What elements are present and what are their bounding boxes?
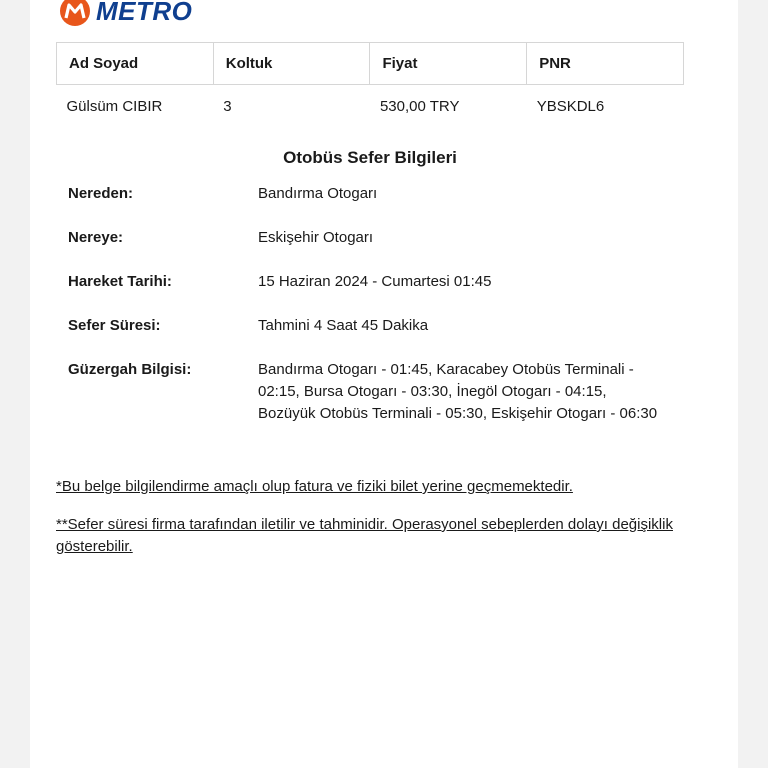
info-row-from (68, 183, 688, 205)
info-row-route (68, 359, 688, 425)
table-row (57, 85, 684, 128)
info-row-to (68, 227, 688, 249)
date-value: 15 Haziran 2024 - Cumartesi 01:45 (258, 273, 492, 290)
header-pnr: PNR (527, 43, 684, 85)
header-price: Fiyat (370, 43, 527, 85)
disclaimer-note: *Bu belge bilgilendirme amaçlı olup fatura ve fiziki bilet yerine geçmemektedir. (56, 478, 573, 495)
metro-logo-icon (60, 0, 90, 26)
trip-info (68, 183, 688, 447)
duration-note: **Sefer süresi firma tarafından iletilir ve tahminidir. Operasyonel sebeplerden dolayı değişiklik gösterebilir. (56, 516, 673, 555)
cell-passenger-name: Gülsüm CIBIR (66, 97, 163, 115)
duration-value: Tahmini 4 Saat 45 Dakika (258, 317, 429, 334)
cell-seat: 3 (223, 97, 232, 115)
route-value: Bandırma Otogarı - 01:45, Karacabey Otobüs Terminali - 02:15, Bursa Otogarı - 03:30, İnegöl Otogarı - 04:15, Bozüyük Otobüs Terminali - 05:30, Eskişehir Otogarı - 06:30 (258, 361, 658, 422)
passenger-table (56, 42, 684, 127)
from-label: Nereden: (68, 185, 134, 202)
table-header-row (57, 43, 684, 85)
to-label: Nereye: (68, 229, 124, 246)
info-row-date (68, 271, 688, 293)
metro-wordmark: METRO (96, 0, 193, 26)
cell-price: 530,00 TRY (379, 97, 460, 115)
section-title: Otobüs Sefer Bilgileri (283, 148, 457, 167)
metro-m-glyph (60, 0, 90, 26)
route-label: Güzergah Bilgisi: (68, 361, 192, 378)
cell-pnr: YBSKDL6 (536, 97, 605, 115)
metro-logo (60, 0, 192, 28)
info-row-duration (68, 315, 688, 337)
from-value: Bandırma Otogarı (258, 185, 378, 202)
header-seat: Koltuk (213, 43, 370, 85)
to-value: Eskişehir Otogarı (258, 229, 374, 246)
date-label: Hareket Tarihi: (68, 273, 172, 290)
header-name: Ad Soyad (57, 43, 214, 85)
duration-label: Sefer Süresi: (68, 317, 161, 334)
ticket-document (30, 0, 738, 768)
